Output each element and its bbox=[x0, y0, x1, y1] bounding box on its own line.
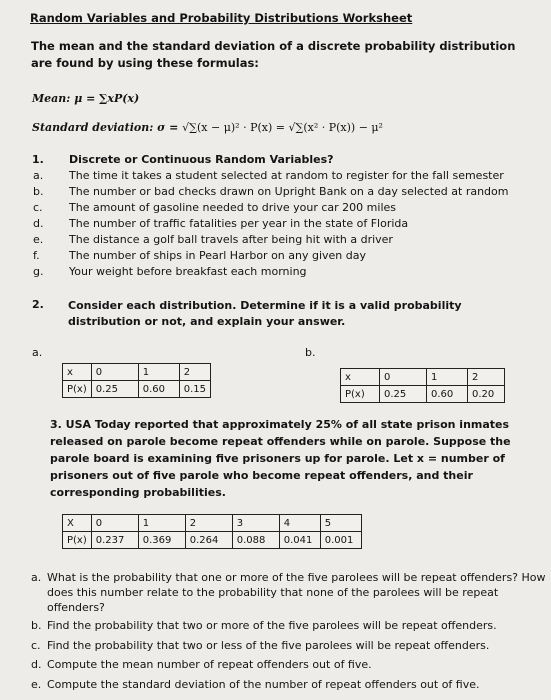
table-cell: 0 bbox=[91, 515, 138, 532]
q2a-table bbox=[62, 363, 211, 398]
q3-part-letter: c. bbox=[31, 639, 41, 652]
table-cell: 3 bbox=[232, 515, 279, 532]
table-cell: 0 bbox=[380, 369, 427, 386]
q1-item-letter: e. bbox=[33, 233, 44, 246]
table-row bbox=[63, 515, 362, 532]
q1-item-letter: c. bbox=[33, 201, 43, 214]
q1-item-text: The number or bad checks drawn on Upright Bank on a day selected at random bbox=[69, 185, 509, 198]
table-cell: 0.264 bbox=[185, 532, 232, 549]
q1-item-letter: a. bbox=[33, 169, 44, 182]
q2a-label: a. bbox=[32, 346, 43, 359]
sd-formula-line bbox=[32, 121, 383, 134]
q2-text: Consider each distribution. Determine if it is a valid probability distribution or not, and explain your answer. bbox=[68, 299, 462, 328]
q3-text: 3. USA Today reported that approximately 25% of all state prison inmates released on parole become repeat offenders while on parole. Suppose the parole board is examining five prisoners up for parole. Let x = number of prisoners out of five parole who become repeat offenders, and their corresponding probabilities. bbox=[50, 418, 511, 499]
q3-part-letter: a. bbox=[31, 571, 42, 584]
table-cell: 4 bbox=[279, 515, 320, 532]
sd-formula: √∑(x − μ)² · P(x) = √∑(x² · P(x)) − μ² bbox=[182, 121, 383, 134]
q1-item-text: The number of ships in Pearl Harbor on any given day bbox=[69, 249, 366, 262]
table-cell: 0.15 bbox=[179, 381, 210, 398]
table-cell: 1 bbox=[427, 369, 468, 386]
q3-part-text: Compute the standard deviation of the number of repeat offenders out of five. bbox=[47, 678, 480, 691]
sd-label: Standard deviation: σ = bbox=[32, 121, 183, 134]
q1-item-letter: g. bbox=[33, 265, 44, 278]
q2b-label: b. bbox=[305, 346, 316, 359]
q1-item-text: The number of traffic fatalities per year in the state of Florida bbox=[69, 217, 409, 230]
x-header-cell: x bbox=[341, 369, 380, 386]
x-header-cell: x bbox=[63, 364, 92, 381]
p-header-cell: P(x) bbox=[341, 386, 380, 403]
worksheet-title: Random Variables and Probability Distributions Worksheet bbox=[30, 11, 413, 25]
table-cell: 1 bbox=[138, 364, 179, 381]
table-cell: 0.60 bbox=[427, 386, 468, 403]
table-cell: 5 bbox=[320, 515, 361, 532]
p-header-cell: P(x) bbox=[63, 532, 92, 549]
q3-table bbox=[62, 514, 362, 549]
q2b-table bbox=[340, 368, 505, 403]
table-cell: 0 bbox=[91, 364, 138, 381]
q3-part-text: Compute the mean number of repeat offenders out of five. bbox=[47, 658, 372, 671]
q3-part-text: What is the probability that one or more of the five parolees will be repeat offenders? How does this number relate to the probability that none of the parolees will be repeat offenders? bbox=[47, 571, 546, 614]
q3-part-letter: d. bbox=[31, 658, 42, 671]
table-row bbox=[63, 381, 211, 398]
table-row bbox=[341, 386, 505, 403]
q3-part-text: Find the probability that two or more of the five parolees will be repeat offenders. bbox=[47, 619, 497, 632]
p-header-cell: P(x) bbox=[63, 381, 92, 398]
table-cell: 2 bbox=[185, 515, 232, 532]
table-row bbox=[341, 369, 505, 386]
table-cell: 1 bbox=[138, 515, 185, 532]
q3-part-letter: b. bbox=[31, 619, 42, 632]
table-row bbox=[63, 364, 211, 381]
q1-heading: Discrete or Continuous Random Variables? bbox=[69, 153, 334, 166]
table-cell: 0.25 bbox=[91, 381, 138, 398]
q1-item-letter: b. bbox=[33, 185, 44, 198]
table-cell: 0.041 bbox=[279, 532, 320, 549]
q3-part-letter: e. bbox=[31, 678, 42, 691]
q3-part-text: Find the probability that two or less of the five parolees will be repeat offenders. bbox=[47, 639, 490, 652]
q1-item-text: The amount of gasoline needed to drive your car 200 miles bbox=[69, 201, 396, 214]
q1-item-text: Your weight before breakfast each morning bbox=[69, 265, 307, 278]
q1-number: 1. bbox=[32, 153, 44, 166]
table-cell: 0.20 bbox=[468, 386, 505, 403]
table-cell: 0.25 bbox=[380, 386, 427, 403]
table-row bbox=[63, 532, 362, 549]
q1-item-letter: d. bbox=[33, 217, 44, 230]
x-header-cell: X bbox=[63, 515, 92, 532]
table-cell: 0.369 bbox=[138, 532, 185, 549]
mean-formula: Mean: μ = ∑xP(x) bbox=[32, 92, 140, 105]
table-cell: 2 bbox=[179, 364, 210, 381]
q1-item-text: The distance a golf ball travels after being hit with a driver bbox=[69, 233, 393, 246]
intro-text: The mean and the standard deviation of a discrete probability distribution are found by using these formulas: bbox=[31, 39, 516, 70]
q1-item-text: The time it takes a student selected at random to register for the fall semester bbox=[69, 169, 504, 182]
table-cell: 2 bbox=[468, 369, 505, 386]
table-cell: 0.237 bbox=[91, 532, 138, 549]
q1-item-letter: f. bbox=[33, 249, 40, 262]
table-cell: 0.001 bbox=[320, 532, 361, 549]
table-cell: 0.088 bbox=[232, 532, 279, 549]
table-cell: 0.60 bbox=[138, 381, 179, 398]
q2-number: 2. bbox=[32, 298, 44, 311]
